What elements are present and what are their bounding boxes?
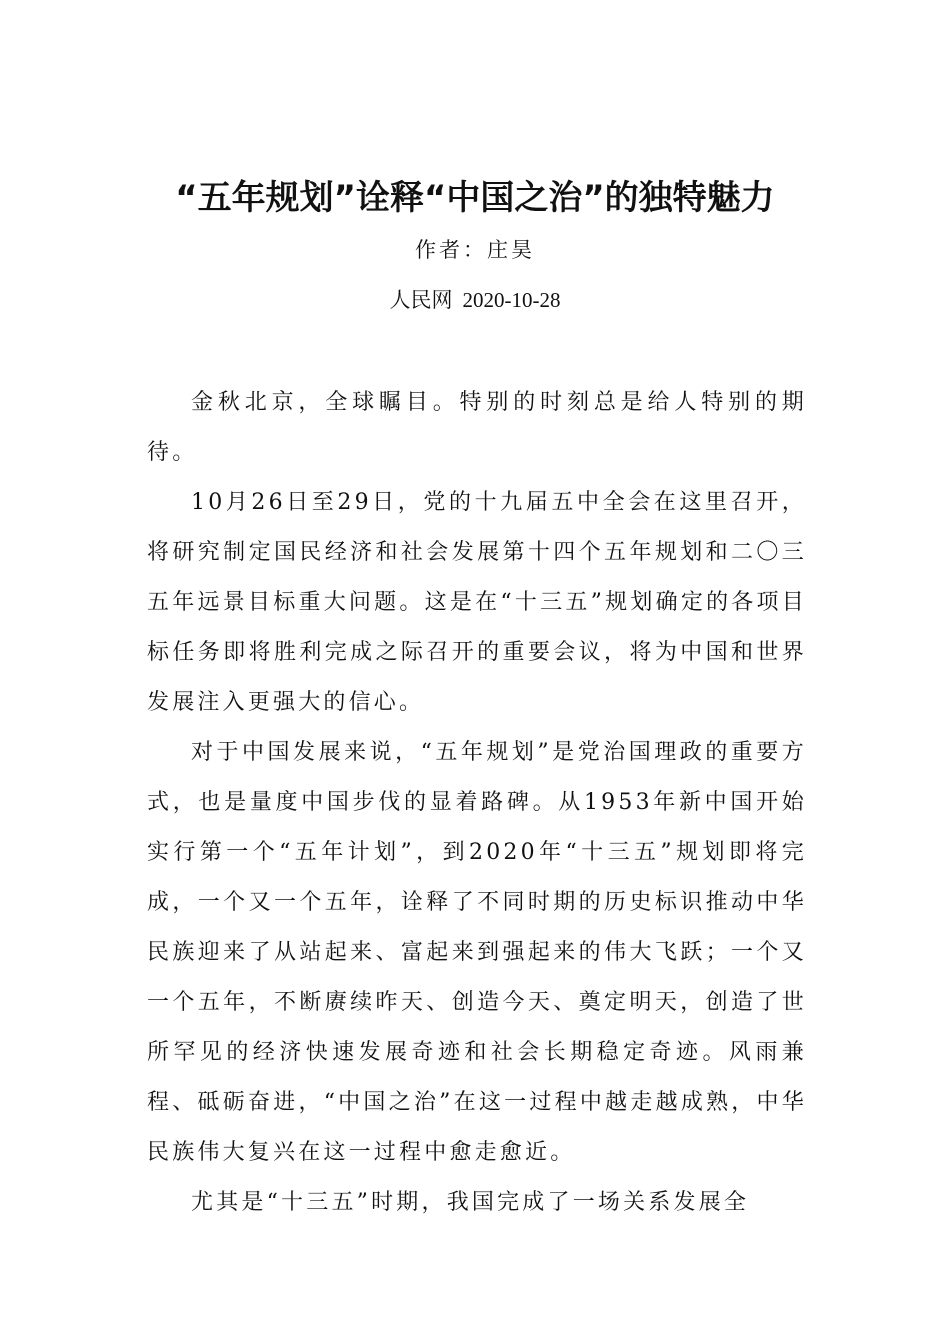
paragraph: 10月26日至29日，党的十九届五中全会在这里召开，将研究制定国民经济和社会发展第十四个五年规划和二〇三五年远景目标重大问题。这是在“十三五”规划确定的各项目标任务即将胜利完成之际召开的重要会议，将为中国和世界发展注入更强大的信心。 (147, 490, 807, 715)
source-date: 2020-10-28 (462, 288, 561, 312)
paragraph: 金秋北京，全球瞩目。特别的时刻总是给人特别的期待。 (147, 390, 807, 465)
paragraph: 尤其是“十三五”时期，我国完成了一场关系发展全 (191, 1190, 750, 1215)
article-body (147, 378, 807, 1228)
article-source-line (0, 284, 950, 316)
source-name: 人民网 (389, 288, 453, 312)
article-author: 作者：庄昊 (415, 238, 535, 262)
article-title: “五年规划”诠释“中国之治”的独特魅力 (175, 178, 775, 218)
paragraph: 对于中国发展来说，“五年规划”是党治国理政的重要方式，也是量度中国步伐的显着路碑。从1953年新中国开始实行第一个“五年计划”，到2020年“十三五”规划即将完成，一个又一个五年，诠释了不同时期的历史标识推动中华民族迎来了从站起来、富起来到强起来的伟大飞跃；一个又一个五年，不断赓续昨天、创造今天、奠定明天，创造了世所罕见的经济快速发展奇迹和社会长期稳定奇迹。风雨兼程、砥砺奋进，“中国之治”在这一过程中越走越成熟，中华民族伟大复兴在这一过程中愈走愈近。 (147, 740, 807, 1165)
